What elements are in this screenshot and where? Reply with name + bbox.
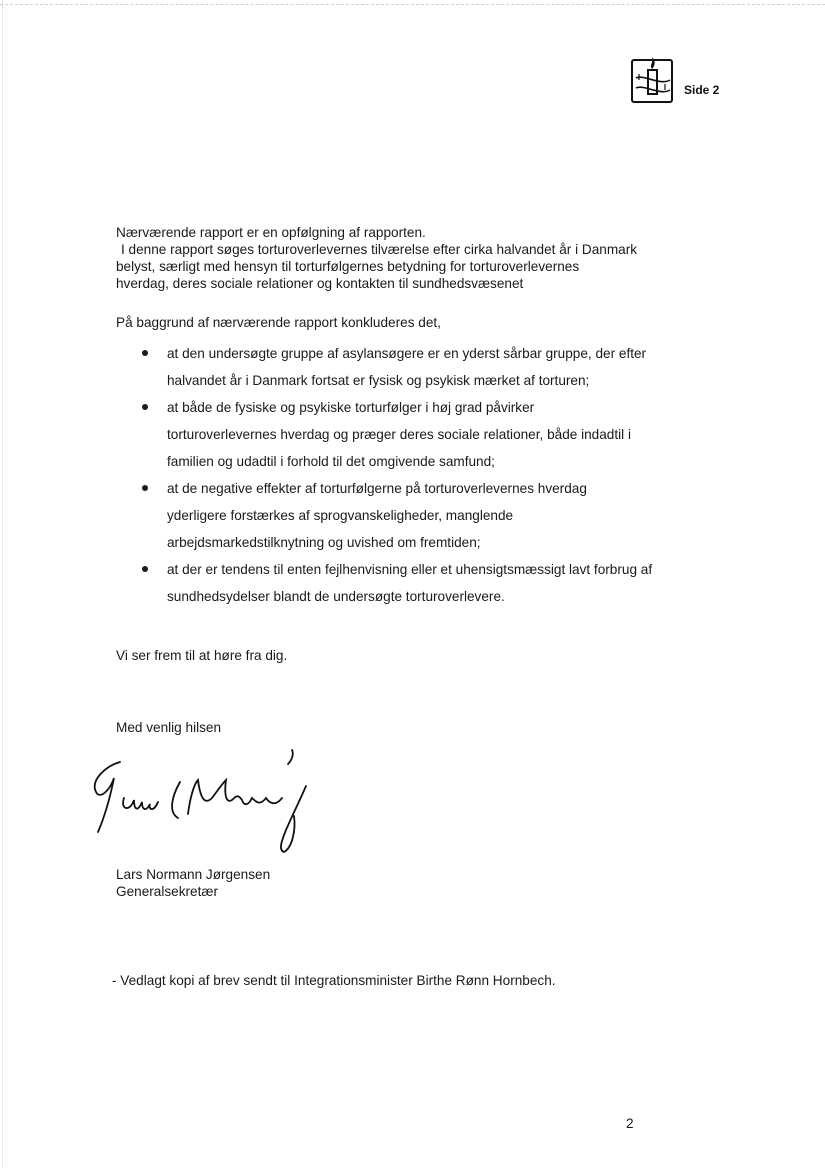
list-item-line: halvandet år i Danmark fortsat er fysisk og psykisk mærket af torturen; xyxy=(167,373,590,388)
bullet-icon xyxy=(142,350,148,356)
page-number: 2 xyxy=(626,1116,634,1131)
scan-edge-top xyxy=(0,4,825,5)
scan-edge-left xyxy=(2,0,3,1168)
intro-line: I denne rapport søges torturoverlevernes tilværelse efter cirka halvandet år i Danmark xyxy=(121,242,638,257)
bullet-icon xyxy=(142,404,148,410)
page-label: Side 2 xyxy=(684,83,720,97)
list-item-line: torturoverlevernes hverdag og præger deres sociale relationer, både indadtil i xyxy=(167,427,631,442)
list-item-line: at de negative effekter af torturfølgerne på torturoverlevernes hverdag xyxy=(167,481,587,496)
closing-sentence: Vi ser frem til at høre fra dig. xyxy=(116,648,288,663)
intro-line: belyst, særligt med hensyn til torturfølgernes betydning for torturoverlevernes xyxy=(116,259,580,274)
bullet-icon xyxy=(142,566,148,572)
attachment-note: - Vedlagt kopi af brev sendt til Integrationsminister Birthe Rønn Hornbech. xyxy=(112,973,556,988)
list-item xyxy=(138,475,698,556)
bullet-icon xyxy=(142,485,148,491)
conclusion-intro: På baggrund af nærværende rapport konkluderes det, xyxy=(116,315,441,330)
list-item-line: at den undersøgte gruppe af asylansøgere er en yderst sårbar gruppe, der efter xyxy=(167,346,647,361)
handwritten-signature xyxy=(80,740,320,860)
list-item xyxy=(138,394,698,475)
greeting: Med venlig hilsen xyxy=(116,720,222,735)
list-item-line: sundhedsydelser blandt de undersøgte torturoverlevere. xyxy=(167,589,505,604)
intro-paragraph xyxy=(116,224,676,292)
signer-title: Generalsekretær xyxy=(116,884,218,899)
list-item-line: yderligere forstærkes af sprogvanskeligheder, manglende xyxy=(167,508,514,523)
signer-name: Lars Normann Jørgensen xyxy=(116,867,271,882)
list-item-line: at der er tendens til enten fejlhenvisning eller et uhensigtsmæssigt lavt forbrug af xyxy=(167,562,653,577)
candle-in-barbed-wire-logo-icon xyxy=(630,56,676,104)
intro-line: hverdag, deres sociale relationer og kontakten til sundhedsvæsenet xyxy=(116,276,524,291)
list-item xyxy=(138,556,698,610)
list-item xyxy=(138,340,698,394)
conclusion-list xyxy=(138,340,698,610)
list-item-line: arbejdsmarkedstilknytning og uvished om fremtiden; xyxy=(167,535,481,550)
list-item-line: familien og udadtil i forhold til det omgivende samfund; xyxy=(167,454,495,469)
list-item-line: at både de fysiske og psykiske torturfølger i høj grad påvirker xyxy=(167,400,535,415)
intro-line: Nærværende rapport er en opfølgning af rapporten. xyxy=(116,225,426,240)
